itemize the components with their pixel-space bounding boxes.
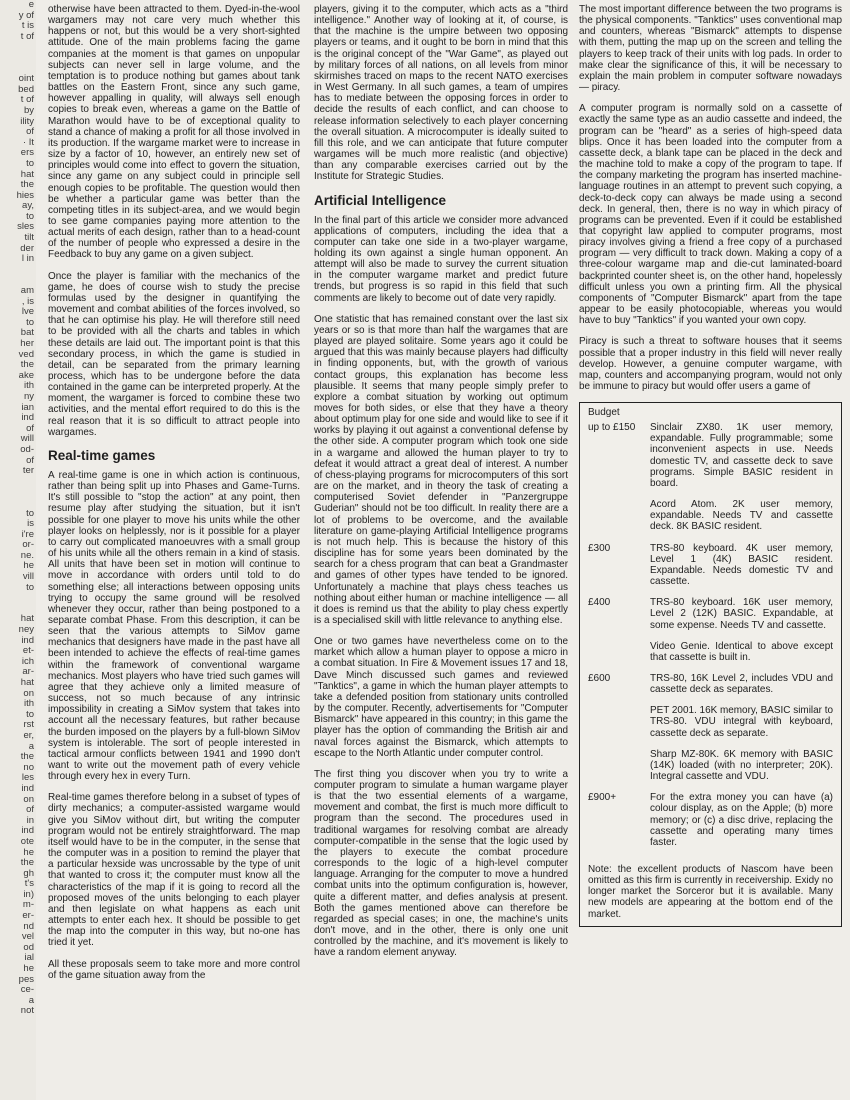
gutter-fragment: i're — [21, 528, 34, 540]
gutter-fragment: is — [27, 518, 34, 530]
gutter-fragment: to — [26, 708, 34, 720]
gutter-fragment: et- — [22, 645, 34, 657]
gutter-fragment: ter — [22, 465, 34, 477]
budget-items — [650, 673, 833, 792]
gutter-fragment: ind — [21, 634, 34, 646]
gutter-fragment: a — [28, 994, 34, 1006]
gutter-fragment: sles — [17, 221, 34, 233]
gutter-fragment: of — [26, 804, 34, 816]
column-2 — [314, 4, 568, 1098]
body-paragraph: The most important difference between the two programs is the physical components. "Tanktics" uses conventional map and counters, whereas "Bismarck" attempts to dispense with them, putting the map up on the screen and telling the players to keep track of their units with log pads. In order to make clear the significance of this, it will be necessary to explain the main problem in computer software nowadays — piracy. — [579, 4, 842, 94]
gutter-fragment: her — [20, 338, 34, 349]
gutter-fragment: ved — [18, 348, 34, 360]
gutter-fragment: by — [23, 104, 34, 116]
gutter-fragment: ind — [21, 825, 34, 837]
gutter-fragment: am — [20, 285, 34, 297]
gutter-fragment: der — [20, 242, 34, 254]
gutter-fragment: will — [20, 433, 34, 445]
gutter-fragment: not — [20, 1005, 34, 1017]
gutter-fragment: lve — [21, 306, 34, 318]
gutter-fragment: on — [23, 687, 34, 699]
budget-items — [650, 597, 833, 673]
gutter-fragment: to — [26, 581, 34, 593]
budget-row — [588, 543, 833, 598]
gutter-fragment: to — [26, 210, 34, 222]
gutter-fragment: · It — [22, 136, 34, 148]
gutter-fragment: on — [23, 793, 34, 805]
gutter-fragment: ers — [20, 147, 34, 159]
body-paragraph: One or two games have nevertheless come on to the market which allow a human player to oppose a micro in a combat situation. In Fire & Movement issues 17 and 18, Dave Minch discussed such games and reviewed "Tanktics", a game in which the human player attempts to take a defended position from stationary units controlled by the computer. Recently, advertisements for "Computer Bismarck" have appeared in this country; in this game the player has the option of commanding the British air and naval forces against the Bismarck, which attempts to escape to the North Atlantic under computer control. — [314, 636, 568, 759]
budget-items — [650, 792, 833, 858]
gutter-fragment: of — [26, 422, 34, 434]
budget-item: Video Genie. Identical to above except that cassette is built in. — [650, 640, 833, 663]
gutter-fragment: ay, — [22, 200, 34, 212]
gutter-fragment: ce- — [20, 984, 34, 996]
gutter-fragment: les — [21, 772, 34, 784]
body-paragraph: The first thing you discover when you try to write a computer program to simulate a human wargame player is that the two essential elements of a wargame, movement and combat, the first is much more difficult to program than the second. The procedures used in traditional wargames for resolving combat are already computer-compatible in the sense that the logic used by the players to execute the combat procedure corresponds to the logic of a high-level computer language. Arranging for the computer to move a hundred combat units into the optimum configuration is, however, quite a different matter, and defies analysis at present. Both the games mentioned above can therefore be regarded as special cases; in one, the machine's units don't move, and in the other, there is only one unit controlled by the machine, and it's movement is likely to have a random element anyway. — [314, 768, 568, 959]
gutter-fragment: rst — [23, 719, 34, 731]
gutter-fragment: no — [23, 761, 34, 773]
gutter-fragment: ith — [23, 380, 34, 392]
gutter-fragment: er- — [22, 910, 34, 922]
gutter-fragment: ind — [21, 412, 34, 424]
gutter-fragment: vel — [21, 931, 34, 943]
gutter-fragment — [0, 498, 36, 509]
gutter-fragment: the — [20, 751, 34, 763]
gutter-fragment: the — [20, 857, 34, 869]
budget-items — [650, 543, 833, 598]
budget-item: Sinclair ZX80. 1K user memory, expandable. Fully programmable; some inconvenient aspects in use. Needs domestic TV, and cassette deck to save programs. Simple BASIC resident in board. — [650, 422, 833, 489]
budget-item: TRS-80 keyboard. 4K user memory, Level 1 (4K) BASIC resident. Expandable. Needs domestic TV and cassette. — [650, 542, 833, 588]
gutter-fragment — [0, 42, 36, 53]
gutter-fragment: tilt — [24, 232, 34, 244]
gutter-fragment: pes — [18, 973, 34, 985]
budget-heading: Budget — [588, 407, 620, 419]
body-paragraph: Real-time games therefore belong in a subset of types of dirty mechanics; a computer-assisted wargame would give you SiMov without dirt, but writing the computer program would not be entirely straightforward. The map itself would have to be in the computer, in the sense that the computer was in a position to remind the player that a particular hexside was uncrossable by the type of unit that wanted to cross it; the computer must know all the characteristics of the map if it is going to record all the proposed moves of the units belonging to each player and then legislate on what happens as each unit attempts to enter each hex. It should be possible to get the map into the computer in this way, but no-one has tried it yet. — [48, 792, 300, 949]
body-paragraph: A real-time game is one in which action is continuous, rather than being split up into Phases and Game-Turns. It's still possible to "stop the action" at any point, then resume play after studying the situation, but it isn't possible for one player to move his units while the other player looks on helplessly, nor is it possible for a player to carry out complicated manoeuvres with a small group of his units while all the others remain in a kind of stasis. All units that have been set in motion will continue to move in accordance with orders until told to do something else; all interactions between opposing units trying to occupy the same ground will be resolved whenever they occur, rather than being postponed to a separate combat Phase. From this description, it can be seen that the various attempts to SiMov game mechanics that designers have made in the past have all been intended to achieve the effects of real-time games within the framework of conventional wargame mechanics. Most players who have tried such games will agree that they achieve only a limited measure of success, not so much because of any intrinsic impossibility in creating a SiMov system that takes into account all the necessary features, but rather because the burden imposed on the players by a full-blown SiMov system is intolerable. The sort of people interested in tactical armour conflicts between 1941 and 1990 don't want to write out the movement path of every vehicle through every hex in every Turn. — [48, 469, 300, 783]
gutter-fragment: ny — [23, 390, 34, 402]
gutter-fragment: t of — [20, 94, 34, 106]
heading-real-time-games: Real-time games — [48, 447, 156, 463]
column-1 — [48, 4, 300, 1098]
gutter-fragment: ote — [20, 835, 34, 847]
gutter-fragment: er, — [23, 729, 34, 741]
gutter-fragment — [0, 593, 36, 604]
budget-item: TRS-80 keyboard. 16K user memory, Level 2 (12K) BASIC. Expandable, at some expense. Needs TV and cassette. — [650, 597, 833, 631]
gutter-fragment: ar- — [22, 666, 34, 678]
gutter-fragment: vill — [22, 571, 34, 583]
budget-item: PET 2001. 16K memory, BASIC similar to TRS-80. VDU integral with keyboard, cassette deck as separate. — [650, 705, 833, 739]
body-paragraph: players, giving it to the computer, which acts as a "third intelligence." Another way of looking at it, of course, is that the machine is the umpire between two opposing players or teams, and it ought to be born in mind that this is the original concept of the "War Game", as played out by military forces of all nations, on all levels from minor skirmishes traced on maps to the recent NATO exercises in West Germany. In all such games, a team of umpires has to mediate between the opposing forces in order to decide the results of each conflict, and can choose to release information selectively to each player concerning the overall situation. A microcomputer is ideally suited to fill this role, and we can anticipate that future computer wargames will be much more realistic (and objective) than any comparable exercises carried out by the Institute for Strategic Studies. — [314, 4, 568, 183]
gutter-fragment: the — [20, 359, 34, 371]
gutter-fragment: ich — [21, 655, 34, 667]
column-3 — [579, 4, 842, 1098]
gutter-fragment: ility — [20, 115, 34, 127]
gutter-fragment — [0, 265, 36, 276]
gutter-fragment — [0, 477, 36, 488]
gutter-fragment: in — [26, 814, 34, 826]
budget-row — [588, 792, 833, 858]
gutter-fragment: gh — [23, 867, 34, 879]
gutter-fragment: or- — [22, 539, 34, 551]
gutter-fragment: he — [23, 963, 34, 975]
budget-price: £900+ — [588, 792, 617, 804]
gutter-fragment: nd — [23, 920, 34, 932]
body-paragraph: A computer program is normally sold on a cassette of exactly the same type as an audio cassette and indeed, the program can be "heard" as a series of high-speed data blips. Once it has been loaded into the computer from a cassette deck, a blank tape can be placed in the deck and the machine told to make a copy of the program to tape. If the company marketing the program has inserted machine-language routines in an attempt to prevent such copying, a deck-to-deck copy can always be made using a second deck. In general, then, there is no way in which piracy of programs can be prevented. Even if it could be established that copyright law applied to computer programs, most piracy involves giving a friend a free copy of a purchased program — very difficult to track down. Making a copy of a three-colour wargame map and die-cut laminated-board backprinted counter sheet is, on the other hand, hopelessly difficult unless you own a printing firm. All the physical components of "Computer Bismarck" apart from the tape appear to be easily photocopiable, whereas you would have to buy "Tanktics" if you wanted your own copy. — [579, 103, 842, 327]
body-paragraph: Once the player is familiar with the mechanics of the game, he does of course wish to study the precise formulas used by the designer in quantifying the movement and combat abilities of the forces involved, so that he can optimise his play. He will therefore still need to be provided with all the charts and tables in which these details are laid out. The important point is that this secondary process, in which the game is studied in detail, can be separated from the primary learning process, which has to be undergone before the data contained in the game can be interpreted properly. At the moment, the wargamer is forced to combine these two activities, and the mental effort required to do this is the real reason that it is so difficult to attract people into wargames. — [48, 270, 300, 438]
gutter-fragment: to — [26, 316, 34, 328]
gutter-fragment: ial — [24, 952, 34, 964]
gutter-fragment: in) — [23, 888, 34, 900]
gutter-fragment: t's — [24, 878, 34, 890]
gutter-fragment: e — [28, 0, 34, 10]
gutter-fragment: hat — [20, 168, 34, 180]
body-paragraph: In the final part of this article we consider more advanced applications of computers, including the idea that a computer can take one side in a two-player wargame, holding its own against a single human opponent. An attempt will also be made to survey the current situation in the computer wargame market and predict future trends, but progress is so rapid in this field that such comments are likely to become out of date very rapidly. — [314, 214, 568, 304]
budget-box — [579, 402, 842, 927]
gutter-fragment: he — [23, 846, 34, 858]
budget-item: TRS-80, 16K Level 2, includes VDU and cassette deck as separates. — [650, 672, 833, 696]
gutter-fragment: od- — [20, 443, 34, 455]
gutter-fragment: bed — [18, 83, 34, 95]
heading-artificial-intelligence: Artificial Intelligence — [314, 192, 447, 208]
budget-items — [650, 422, 833, 542]
gutter-fragment: t of — [20, 30, 34, 42]
body-paragraph: Piracy is such a threat to software houses that it seems possible that a proper industry in this field will never really develop. However, a genuine computer wargame, with map, counters and accompanying program, would not only be immune to piracy but would offer users a game of — [579, 336, 842, 392]
gutter-fragment: of — [26, 454, 34, 466]
gutter-fragment: the — [20, 179, 34, 191]
gutter-fragment: y of — [18, 9, 34, 21]
budget-price: £400 — [588, 597, 611, 609]
gutter-fragment: ian — [21, 401, 34, 413]
gutter-fragment: od — [23, 941, 34, 953]
gutter-fragment: ne. — [20, 549, 34, 561]
gutter-fragment: hat — [20, 677, 34, 688]
budget-item: Acord Atom. 2K user memory, expandable. Needs TV and cassette deck. 8K BASIC resident. — [650, 499, 833, 533]
budget-row — [588, 597, 833, 673]
gutter-fragment: ind — [21, 782, 34, 794]
budget-row — [588, 673, 833, 792]
budget-price: up to £150 — [588, 422, 636, 434]
gutter-fragment: he — [23, 560, 34, 572]
gutter-fragment: bat — [20, 327, 34, 339]
gutter-fragment — [0, 53, 36, 64]
gutter-fragment: ney — [18, 624, 34, 636]
budget-note: Note: the excellent products of Nascom have been omitted as this firm is currently in receivership. Exidy no longer market the Sorceror but it is available. Many new models are appearing at the bottom end of the market. — [588, 864, 833, 920]
gutter-fragment: a — [28, 740, 34, 752]
gutter-fragment: m- — [22, 899, 34, 911]
gutter-fragment: ake — [18, 369, 34, 381]
budget-item: Sharp MZ-80K. 6K memory with BASIC (14K) loaded (with no interpreter; 20K). Integral cassette and VDU. — [650, 748, 833, 783]
budget-price: £300 — [588, 542, 611, 554]
gutter-fragment: to — [26, 507, 34, 519]
gutter-fragment: t is — [21, 20, 34, 32]
gutter-fragment: l in — [21, 253, 34, 265]
gutter-fragment: hies — [16, 189, 34, 201]
gutter-fragment: to — [26, 157, 34, 169]
gutter-fragment: ith — [23, 698, 34, 710]
budget-row — [588, 422, 833, 542]
budget-price: £600 — [588, 672, 611, 684]
body-paragraph: One statistic that has remained constant over the last six years or so is that more than half the wargames that are played are played solitaire. Some years ago it could be argued that this was mainly because players had difficulty in finding opponents, but, with the growth of various contact groups, this explanation has become less plausible. It seems that many people simply prefer to explore a combat situation by working out optimum moves for both sides, or else that they have a theory about optimum play for one side and would like to see if it works by playing it out against a conventional defense by the other side. A computer program which took one side in a wargame and allowed the human player to try to defeat it would attract a great deal of interest. A number of chess-playing programs for microcomputers of this sort are on the market, and in theory the task of creating a computerised Soviet defender in "Panzergruppe Guderian" should not be too difficult. In reality there are a lot of problems to be overcome, and the available literature on game-playing Artificial Intelligence programs is not much help. This is because the history of this discipline has for some years been dominated by the search for a chess program that can beat a Grandmaster and games of other types have tended to be ignored. Unfortunately a machine that plays chess teaches us nothing about either human or machine intelligence — all it does is remind us that the ability to play chess expertly is a specialised skill with little relevance to anything else. — [314, 313, 568, 626]
gutter-fragment: hat — [20, 613, 34, 625]
budget-item: For the extra money you can have (a) colour display, as on the Apple; (b) more memory; or (c) a disc drive, replacing the cassette and operating many times faster. — [650, 792, 833, 848]
body-paragraph: otherwise have been attracted to them. Dyed-in-the-wool wargamers may not care very much whether this happens or not, but this would be a very short-sighted attitude. One of the main problems facing the game companies at the moment is that games on unpopular subjects can never sell in large volume, and the temptation is to produce nothing but games about tank battles on the Eastern Front, since any such game, however appalling in quality, will always sell enough copies to break even, whereas a game on the Battle of Marathon would have to be of exceptional quality to stand a chance of making a profit for all those involved in its production. If the wargame market were to increase in size by a factor of 10, however, an entirely new set of principles would come into effect to govern the situation, since any game on any subject could in principle sell enough copies to be profitable. The question would then be whether a particular game was better than the competing titles in its subject-area, and we would begin to see game companies paying more attention to the actual merits of each design, rather than to a head-count of the number of people who expressed a desire in the Feedback to buy any game on a given subject. — [48, 4, 300, 261]
gutter-fragment: , is — [21, 295, 34, 307]
gutter-fragment: oint — [18, 73, 34, 85]
gutter-fragment: of — [26, 126, 34, 138]
gutter-fragment — [0, 487, 36, 498]
previous-page-edge — [0, 0, 36, 1100]
body-paragraph: All these proposals seem to take more and more control of the game situation away from the — [48, 958, 300, 981]
